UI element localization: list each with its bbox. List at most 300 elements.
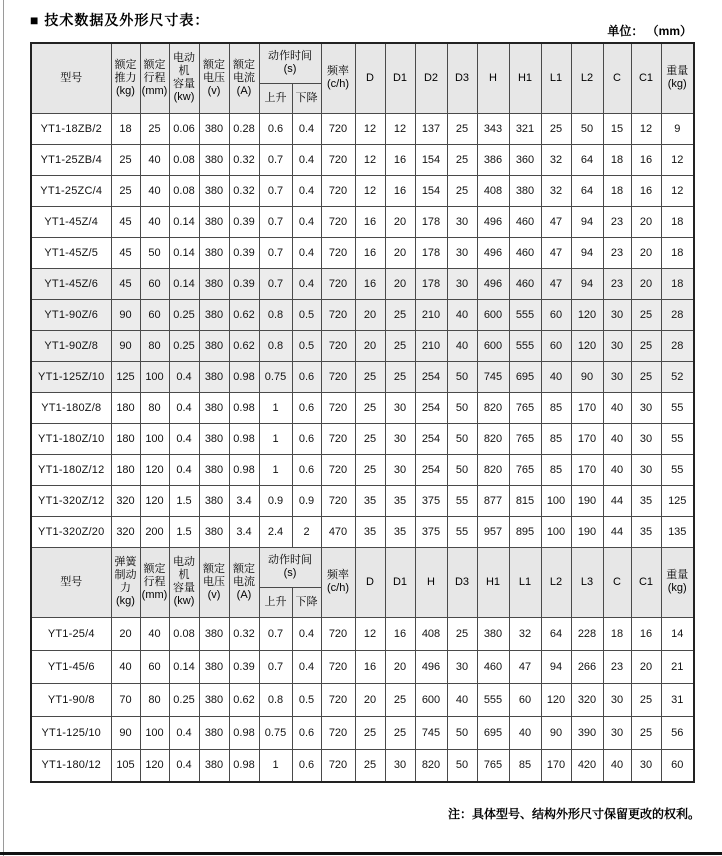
value-cell: 745: [477, 361, 509, 392]
model-cell: YT1-25ZC/4: [31, 175, 111, 206]
value-cell: 30: [385, 749, 415, 782]
value-cell: 30: [603, 716, 631, 749]
value-cell: 40: [140, 144, 169, 175]
value-cell: 0.4: [292, 268, 321, 299]
dimension-header-cell: H1: [509, 43, 541, 113]
model-cell: YT1-320Z/20: [31, 516, 111, 547]
dimension-header-cell: D1: [385, 547, 415, 617]
value-cell: 25: [447, 113, 477, 144]
value-cell: 16: [385, 175, 415, 206]
value-cell: 20: [355, 330, 385, 361]
value-cell: 380: [199, 485, 229, 516]
table-row: [31, 237, 694, 268]
table-row: [31, 175, 694, 206]
value-cell: 210: [415, 299, 447, 330]
value-cell: 210: [415, 330, 447, 361]
value-cell: 44: [603, 516, 631, 547]
dimension-header-cell: D1: [385, 43, 415, 113]
value-cell: 64: [571, 175, 603, 206]
value-cell: 40: [140, 175, 169, 206]
action-time-sub-header-cell: 上升: [259, 587, 292, 617]
value-cell: 35: [385, 516, 415, 547]
value-cell: 1: [259, 749, 292, 782]
value-cell: 720: [321, 113, 355, 144]
value-cell: 120: [140, 485, 169, 516]
dimension-header-cell: C: [603, 547, 631, 617]
value-cell: 18: [661, 237, 694, 268]
value-cell: 94: [571, 237, 603, 268]
value-cell: 0.98: [229, 423, 259, 454]
value-cell: 40: [447, 330, 477, 361]
value-cell: 55: [661, 423, 694, 454]
value-cell: 0.7: [259, 650, 292, 683]
page-bottom-rule: [0, 852, 722, 855]
value-cell: 20: [631, 268, 661, 299]
action-time-header-cell: 动作时间 (s): [259, 43, 321, 83]
value-cell: 190: [571, 516, 603, 547]
value-cell: 170: [571, 423, 603, 454]
value-cell: 1.5: [169, 516, 199, 547]
value-cell: 25: [385, 683, 415, 716]
model-header-cell: 型号: [31, 547, 111, 617]
value-cell: 25: [447, 144, 477, 175]
value-cell: 80: [140, 392, 169, 423]
value-cell: 320: [111, 485, 140, 516]
value-cell: 20: [385, 206, 415, 237]
value-cell: 0.39: [229, 268, 259, 299]
value-cell: 380: [199, 237, 229, 268]
value-cell: 0.8: [259, 330, 292, 361]
value-cell: 0.39: [229, 650, 259, 683]
table-row: [31, 392, 694, 423]
value-cell: 120: [571, 299, 603, 330]
value-cell: 35: [385, 485, 415, 516]
value-cell: 0.62: [229, 683, 259, 716]
action-time-sub-header-cell: 上升: [259, 83, 292, 113]
value-cell: 20: [355, 683, 385, 716]
spec-header-cell: 电动机 容量 (kw): [169, 547, 199, 617]
value-cell: 50: [447, 454, 477, 485]
value-cell: 0.7: [259, 617, 292, 650]
value-cell: 40: [447, 683, 477, 716]
value-cell: 60: [541, 330, 571, 361]
value-cell: 820: [477, 454, 509, 485]
weight-header-cell: 重量 (kg): [661, 547, 694, 617]
value-cell: 460: [509, 237, 541, 268]
value-cell: 90: [111, 299, 140, 330]
value-cell: 94: [571, 206, 603, 237]
value-cell: 720: [321, 617, 355, 650]
value-cell: 695: [509, 361, 541, 392]
table-body: [31, 43, 694, 782]
value-cell: 25: [355, 423, 385, 454]
value-cell: 30: [631, 454, 661, 485]
value-cell: 120: [541, 683, 571, 716]
value-cell: 320: [571, 683, 603, 716]
value-cell: 765: [509, 423, 541, 454]
value-cell: 0.8: [259, 299, 292, 330]
value-cell: 380: [199, 617, 229, 650]
model-cell: YT1-320Z/12: [31, 485, 111, 516]
value-cell: 135: [661, 516, 694, 547]
value-cell: 266: [571, 650, 603, 683]
value-cell: 20: [385, 268, 415, 299]
dimension-header-cell: L1: [541, 43, 571, 113]
value-cell: 21: [661, 650, 694, 683]
value-cell: 0.6: [292, 392, 321, 423]
value-cell: 50: [447, 423, 477, 454]
dimension-header-cell: C1: [631, 43, 661, 113]
value-cell: 90: [541, 716, 571, 749]
value-cell: 408: [477, 175, 509, 206]
value-cell: 23: [603, 206, 631, 237]
value-cell: 16: [385, 144, 415, 175]
value-cell: 80: [140, 330, 169, 361]
value-cell: 0.62: [229, 330, 259, 361]
value-cell: 20: [111, 617, 140, 650]
value-cell: 45: [111, 206, 140, 237]
value-cell: 30: [447, 206, 477, 237]
value-cell: 12: [631, 113, 661, 144]
value-cell: 380: [199, 683, 229, 716]
value-cell: 55: [447, 516, 477, 547]
value-cell: 720: [321, 175, 355, 206]
model-cell: YT1-25/4: [31, 617, 111, 650]
value-cell: 0.6: [292, 749, 321, 782]
value-cell: 30: [603, 330, 631, 361]
value-cell: 720: [321, 237, 355, 268]
value-cell: 380: [199, 361, 229, 392]
value-cell: 470: [321, 516, 355, 547]
value-cell: 25: [355, 361, 385, 392]
value-cell: 45: [111, 237, 140, 268]
value-cell: 0.4: [292, 144, 321, 175]
value-cell: 254: [415, 423, 447, 454]
value-cell: 1: [259, 454, 292, 485]
value-cell: 94: [571, 268, 603, 299]
value-cell: 380: [199, 113, 229, 144]
value-cell: 0.39: [229, 206, 259, 237]
value-cell: 12: [355, 144, 385, 175]
value-cell: 0.6: [292, 716, 321, 749]
value-cell: 70: [111, 683, 140, 716]
value-cell: 154: [415, 175, 447, 206]
value-cell: 100: [140, 423, 169, 454]
model-cell: YT1-125/10: [31, 716, 111, 749]
value-cell: 30: [631, 392, 661, 423]
value-cell: 23: [603, 237, 631, 268]
value-cell: 25: [385, 716, 415, 749]
value-cell: 30: [447, 268, 477, 299]
value-cell: 16: [355, 237, 385, 268]
table-row: [31, 144, 694, 175]
value-cell: 720: [321, 206, 355, 237]
value-cell: 720: [321, 361, 355, 392]
value-cell: 0.98: [229, 361, 259, 392]
value-cell: 0.4: [292, 206, 321, 237]
value-cell: 25: [631, 683, 661, 716]
value-cell: 40: [509, 716, 541, 749]
value-cell: 0.32: [229, 617, 259, 650]
value-cell: 120: [140, 454, 169, 485]
dimension-header-cell: C1: [631, 547, 661, 617]
value-cell: 0.25: [169, 330, 199, 361]
value-cell: 877: [477, 485, 509, 516]
value-cell: 0.32: [229, 144, 259, 175]
value-cell: 90: [111, 330, 140, 361]
value-cell: 30: [631, 749, 661, 782]
value-cell: 254: [415, 361, 447, 392]
value-cell: 120: [571, 330, 603, 361]
value-cell: 380: [199, 206, 229, 237]
value-cell: 40: [603, 423, 631, 454]
value-cell: 386: [477, 144, 509, 175]
value-cell: 820: [477, 392, 509, 423]
value-cell: 40: [140, 206, 169, 237]
value-cell: 18: [603, 175, 631, 206]
value-cell: 2: [292, 516, 321, 547]
value-cell: 137: [415, 113, 447, 144]
value-cell: 375: [415, 485, 447, 516]
value-cell: 18: [661, 206, 694, 237]
value-cell: 47: [509, 650, 541, 683]
value-cell: 380: [199, 299, 229, 330]
value-cell: 105: [111, 749, 140, 782]
value-cell: 720: [321, 683, 355, 716]
value-cell: 380: [199, 749, 229, 782]
value-cell: 420: [571, 749, 603, 782]
model-cell: YT1-180Z/8: [31, 392, 111, 423]
table-row: [31, 299, 694, 330]
dimension-header-cell: L2: [541, 547, 571, 617]
value-cell: 30: [385, 423, 415, 454]
value-cell: 25: [631, 716, 661, 749]
value-cell: 85: [541, 392, 571, 423]
value-cell: 30: [447, 650, 477, 683]
model-cell: YT1-45Z/5: [31, 237, 111, 268]
value-cell: 0.62: [229, 299, 259, 330]
value-cell: 745: [415, 716, 447, 749]
value-cell: 25: [111, 175, 140, 206]
value-cell: 720: [321, 749, 355, 782]
value-cell: 820: [477, 423, 509, 454]
value-cell: 0.25: [169, 683, 199, 716]
value-cell: 12: [355, 113, 385, 144]
model-cell: YT1-180/12: [31, 749, 111, 782]
value-cell: 720: [321, 650, 355, 683]
value-cell: 56: [661, 716, 694, 749]
value-cell: 47: [541, 206, 571, 237]
value-cell: 0.9: [259, 485, 292, 516]
value-cell: 60: [140, 268, 169, 299]
value-cell: 47: [541, 268, 571, 299]
value-cell: 0.6: [292, 454, 321, 485]
value-cell: 460: [477, 650, 509, 683]
value-cell: 30: [603, 299, 631, 330]
value-cell: 380: [199, 516, 229, 547]
spec-header-cell: 额定 电压 (v): [199, 547, 229, 617]
value-cell: 3.4: [229, 516, 259, 547]
value-cell: 18: [603, 617, 631, 650]
value-cell: 555: [509, 299, 541, 330]
value-cell: 28: [661, 299, 694, 330]
value-cell: 180: [111, 454, 140, 485]
value-cell: 18: [661, 268, 694, 299]
dimension-header-cell: L3: [571, 547, 603, 617]
dimension-header-cell: L2: [571, 43, 603, 113]
value-cell: 0.4: [169, 454, 199, 485]
table-row: [31, 454, 694, 485]
value-cell: 0.7: [259, 237, 292, 268]
value-cell: 50: [447, 749, 477, 782]
value-cell: 31: [661, 683, 694, 716]
value-cell: 16: [631, 175, 661, 206]
value-cell: 0.4: [169, 749, 199, 782]
model-cell: YT1-90Z/8: [31, 330, 111, 361]
value-cell: 18: [603, 144, 631, 175]
value-cell: 55: [661, 392, 694, 423]
value-cell: 0.5: [292, 299, 321, 330]
value-cell: 720: [321, 299, 355, 330]
value-cell: 0.06: [169, 113, 199, 144]
value-cell: 380: [477, 617, 509, 650]
value-cell: 23: [603, 650, 631, 683]
table-row: [31, 617, 694, 650]
value-cell: 460: [509, 206, 541, 237]
value-cell: 94: [541, 650, 571, 683]
value-cell: 50: [140, 237, 169, 268]
page-title: ■ 技术数据及外形尺寸表：: [30, 12, 210, 28]
value-cell: 125: [661, 485, 694, 516]
value-cell: 720: [321, 423, 355, 454]
value-cell: 0.08: [169, 617, 199, 650]
value-cell: 343: [477, 113, 509, 144]
value-cell: 50: [447, 716, 477, 749]
value-cell: 254: [415, 392, 447, 423]
value-cell: 35: [631, 485, 661, 516]
value-cell: 0.5: [292, 683, 321, 716]
value-cell: 0.75: [259, 716, 292, 749]
value-cell: 496: [477, 237, 509, 268]
value-cell: 25: [385, 299, 415, 330]
value-cell: 765: [509, 454, 541, 485]
value-cell: 380: [199, 330, 229, 361]
value-cell: 12: [355, 617, 385, 650]
value-cell: 720: [321, 330, 355, 361]
value-cell: 30: [631, 423, 661, 454]
value-cell: 12: [661, 175, 694, 206]
dimension-header-cell: D2: [415, 43, 447, 113]
value-cell: 45: [111, 268, 140, 299]
value-cell: 0.98: [229, 392, 259, 423]
table-row: [31, 516, 694, 547]
value-cell: 380: [199, 144, 229, 175]
model-cell: YT1-90Z/6: [31, 299, 111, 330]
table-row: [31, 268, 694, 299]
model-cell: YT1-45Z/4: [31, 206, 111, 237]
value-cell: 18: [111, 113, 140, 144]
model-header-cell: 型号: [31, 43, 111, 113]
table-row: [31, 361, 694, 392]
value-cell: 25: [447, 617, 477, 650]
value-cell: 600: [477, 330, 509, 361]
value-cell: 180: [111, 423, 140, 454]
value-cell: 720: [321, 144, 355, 175]
table-row: [31, 650, 694, 683]
value-cell: 80: [140, 683, 169, 716]
value-cell: 0.7: [259, 206, 292, 237]
value-cell: 0.32: [229, 175, 259, 206]
spec-header-cell: 额定 行程 (mm): [140, 547, 169, 617]
table-row: [31, 206, 694, 237]
value-cell: 25: [385, 330, 415, 361]
value-cell: 170: [571, 454, 603, 485]
value-cell: 20: [385, 237, 415, 268]
value-cell: 170: [541, 749, 571, 782]
value-cell: 12: [385, 113, 415, 144]
value-cell: 25: [355, 749, 385, 782]
value-cell: 0.4: [292, 650, 321, 683]
value-cell: 0.14: [169, 206, 199, 237]
value-cell: 0.98: [229, 454, 259, 485]
value-cell: 40: [111, 650, 140, 683]
value-cell: 380: [199, 423, 229, 454]
header-row: [31, 43, 694, 83]
model-cell: YT1-90/8: [31, 683, 111, 716]
value-cell: 25: [447, 175, 477, 206]
value-cell: 25: [140, 113, 169, 144]
value-cell: 20: [355, 299, 385, 330]
dimension-header-cell: H: [477, 43, 509, 113]
value-cell: 100: [140, 361, 169, 392]
spec-header-cell: 额定 行程 (mm): [140, 43, 169, 113]
value-cell: 957: [477, 516, 509, 547]
value-cell: 820: [415, 749, 447, 782]
action-time-sub-header-cell: 下降: [292, 83, 321, 113]
weight-header-cell: 重量 (kg): [661, 43, 694, 113]
dimension-header-cell: H: [415, 547, 447, 617]
value-cell: 496: [415, 650, 447, 683]
value-cell: 35: [355, 485, 385, 516]
value-cell: 60: [140, 650, 169, 683]
model-cell: YT1-45/6: [31, 650, 111, 683]
value-cell: 0.4: [292, 617, 321, 650]
value-cell: 321: [509, 113, 541, 144]
value-cell: 85: [541, 454, 571, 485]
action-time-sub-header-cell: 下降: [292, 587, 321, 617]
value-cell: 720: [321, 454, 355, 485]
value-cell: 0.4: [169, 392, 199, 423]
value-cell: 16: [385, 617, 415, 650]
value-cell: 0.7: [259, 268, 292, 299]
dimension-header-cell: L1: [509, 547, 541, 617]
value-cell: 408: [415, 617, 447, 650]
value-cell: 30: [385, 454, 415, 485]
dimension-header-cell: H1: [477, 547, 509, 617]
model-cell: YT1-180Z/12: [31, 454, 111, 485]
value-cell: 30: [447, 237, 477, 268]
value-cell: 1: [259, 423, 292, 454]
value-cell: 50: [447, 361, 477, 392]
frequency-header-cell: 频率 (c/h): [321, 43, 355, 113]
table-row: [31, 113, 694, 144]
value-cell: 496: [477, 206, 509, 237]
value-cell: 23: [603, 268, 631, 299]
value-cell: 360: [509, 144, 541, 175]
value-cell: 40: [603, 749, 631, 782]
value-cell: 1.5: [169, 485, 199, 516]
value-cell: 0.9: [292, 485, 321, 516]
